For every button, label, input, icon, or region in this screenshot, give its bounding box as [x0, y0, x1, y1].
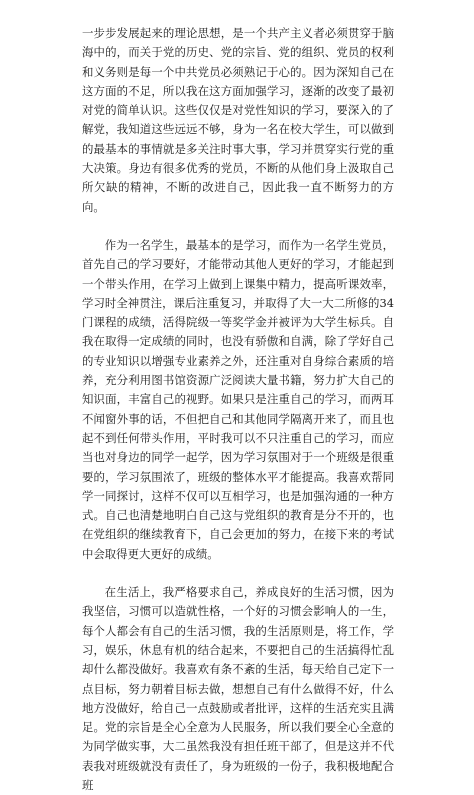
paragraph-party-theory: 一步步发展起来的理论思想，是一个共产主义者必须贯穿于脑海中的，而关于党的历史、党的宗旨、党的组织、党员的权利和义务则是每一个中共党员必须熟记于心的。因为深知自己在这方面的不足，所以我在这方面加强学习，逐渐的改变了最初对党的简单认识。这些仅仅是对党性知识的学习，要深入的了解党，我知道这些远远不够，身为一名在校大学生，可以做到的最基本的事情就是多关注时事大事，学习并贯穿实行党的重大决策。身边有很多优秀的党员，不断的从他们身上汲取自己所欠缺的精神，不断的改进自己，因此我一直不断努力的方向。	[82, 26, 394, 214]
paragraph-life: 在生活上，我严格要求自己，养成良好的生活习惯，因为我坚信，习惯可以造就性格，一个好的习惯会影响人的一生，每个人都会有自己的生活习惯，我的生活原则是，将工作，学习，娱乐，休息有机的结合起来，不要把自己的生活搞得忙乱却什么都没做好。我喜欢有条不紊的生活，每天给自己定下一点目标，努力朝着目标去做，想想自己有什么做得不好，什么地方没做好，给自己一点鼓励或者批评，这样的生活充实且满足。党的宗旨是全心全意为人民服务，所以我们要全心全意的为同学做实事，大二虽然我没有担任班干部了，但是这并不代表我对班级就没有责任了，身为班级的一份子，我积极地配合班	[82, 585, 394, 792]
paragraph-spacer	[82, 564, 394, 583]
paragraph-spacer	[82, 217, 394, 236]
paragraph-study: 作为一名学生，最基本的是学习，而作为一名学生党员，首先自己的学习要好，才能带动其他人更好的学习，才能起到一个带头作用，在学习上做到上课集中精力，提高听课效率，学习时全神贯注，课后注重复习，并取得了大一大二所修的34门课程的成绩，活得院级一等奖学金并被评为大学生标兵。自我在取得一定成绩的同时，也没有骄傲和自满，除了学好自己的专业知识以增强专业素养之外，还注重对自身综合素质的培养，充分利用图书馆资源广泛阅读大量书籍，努力扩大自己的知识面，丰富自己的视野。如果只是注重自己的学习，而两耳不闻窗外事的话，不但把自己和其他同学隔离开来了，而且也起不到任何带头作用，平时我可以不只注重自己的学习，而应当也对身边的同学一起学，因为学习氛围对于一个班级是很重要的，学习氛围浓了，班级的整体水平才能提高。我喜欢帮同学一同探讨，这样不仅可以互相学习，也是加强沟通的一种方式。自己也清楚地明白自己这与党组织的教育是分不开的，也在党组织的继续教育下，自己会更加的努力，在接下来的考试中会取得更大更好的成绩。	[82, 237, 394, 561]
document-body	[82, 24, 394, 795]
